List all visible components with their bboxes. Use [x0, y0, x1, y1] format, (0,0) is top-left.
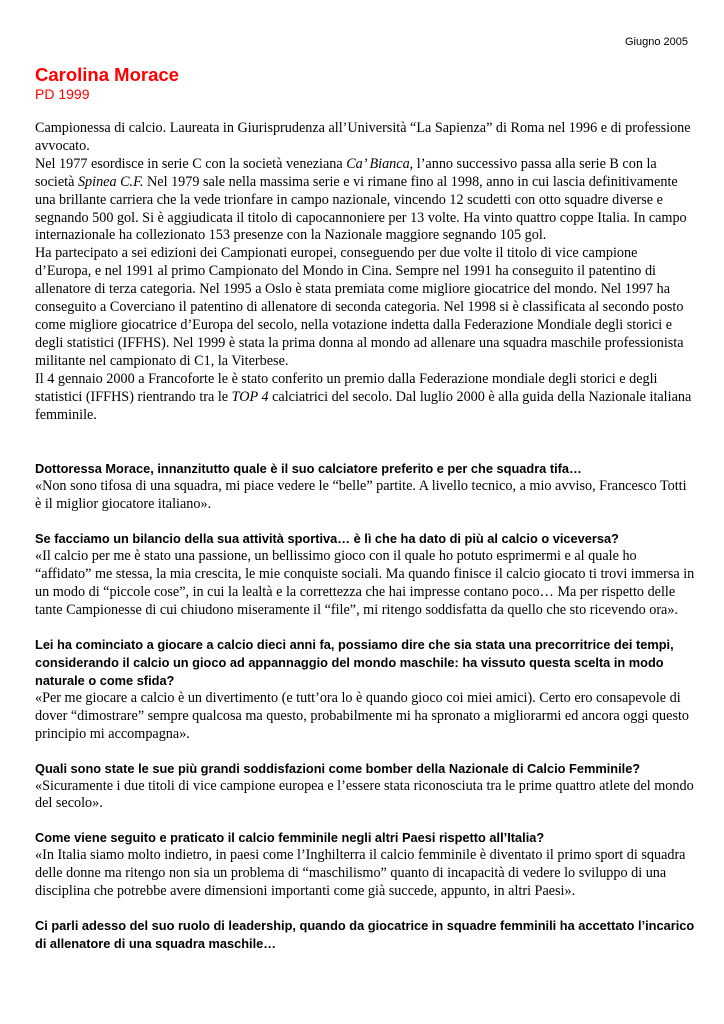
bio-paragraph-3: Ha partecipato a sei edizioni dei Campionati europei, conseguendo per due volte il titolo di vice campione d’Europa, e nel 1991 al primo Campionato del Mondo in Cina. Sempre nel 1991 ha conseguito il patentino di allenatore di terza categoria. Nel 1995 a Oslo è stata premiata come migliore giocatrice del mondo. Nel 1997 ha conseguito a Coverciano il patentino di allenatore di seconda categoria. Nel 1998 si è classificata al secondo posto come migliore giocatrice d’Europa del secolo, nella votazione indetta dalla Federazione Mondiale degli storici e degli statistici (IFFHS). Nel 1999 è stata la prima donna al mondo ad allenare una squadra maschile professionista militante nel campionato di C1, la Viterbese. — [35, 245, 684, 369]
interview-question: Dottoressa Morace, innanzitutto quale è il suo calciatore preferito e per che squadra tifa… — [35, 461, 582, 477]
qa-spacer — [35, 744, 695, 760]
qa-spacer — [35, 813, 695, 829]
interview-answer: «In Italia siamo molto indietro, in paesi come l’Inghilterra il calcio femminile è diventato il primo sport di squadra delle donne ma ritengo non sia un problema di “maschilismo” quanto di incapacità di vedere lo sviluppo di una disciplina che potrebbe avere dimensioni importanti come già succede, appunto, in altri Paesi». — [35, 847, 686, 900]
section-spacer — [35, 424, 695, 460]
interview-question: Quali sono state le sue più grandi soddisfazioni come bomber della Nazionale di Calcio Femminile? — [35, 760, 641, 776]
team-name-ca-bianca: Ca’ Bianca — [346, 155, 410, 172]
person-name-heading: Carolina Morace — [35, 64, 179, 85]
team-name-spinea: Spinea C.F. — [77, 173, 144, 190]
interview-answer: «Non sono tifosa di una squadra, mi piace vedere le “belle” partite. A livello tecnico, a mio avviso, Francesco Totti è il miglior giocatore italiano». — [35, 478, 687, 513]
bio-text: Nel 1977 esordisce in serie C con la società veneziana — [35, 155, 347, 172]
qa-spacer — [35, 514, 695, 530]
document-body — [35, 120, 695, 953]
bio-text: Nel 1979 sale nella massima serie e vi rimane fino al 1998, anno in cui lascia definitivamente una brillante carriera che la vede trionfare in campo nazionale, vincendo 12 scudetti con otto squadre diverse e segnando 500 gol. Si è aggiudicata il titolo di capocannoniere per 13 volte. Ha vinto quattro coppe Italia. In campo internazionale ha collezionato 153 presenze con la Nazionale maggiore segnando 105 gol. — [35, 173, 687, 244]
document-date: Giugno 2005 — [625, 36, 688, 48]
interview-question: Ci parli adesso del suo ruolo di leadership, quando da giocatrice in squadre femminili ha accettato l’incarico di allenatore di una squadra maschile… — [35, 918, 695, 952]
person-subtitle: PD 1999 — [35, 86, 90, 102]
bio-text: calciatrici del secolo. Dal luglio 2000 è alla guida della Nazionale italiana femminile. — [35, 388, 692, 423]
bio-paragraph-4 — [35, 371, 695, 425]
interview-question: Lei ha cominciato a giocare a calcio dieci anni fa, possiamo dire che sia stata una precorritrice dei tempi, considerando il calcio un gioco ad appannaggio del mondo maschile: ha vissuto questa scelta in modo naturale o come sfida? — [35, 636, 674, 688]
bio-text: , l’anno successivo passa alla serie B con la società — [35, 155, 657, 190]
interview-question: Se facciamo un bilancio della sua attività sportiva… è lì che ha dato di più al calcio o viceversa? — [35, 531, 619, 547]
interview-answer: «Il calcio per me è stato una passione, un bellissimo gioco con il quale ho potuto esprimermi e al quale ho “affidato” me stessa, la mia crescita, le mie conquiste sociali. Ma quando finisce il calcio giocato ti trovi immersa in un modo di “piccole cose”, in cui la lealtà e la correttezza che hai impresse contano poco… Ma per rispetto delle tante Campionesse di cui chiudono miseramente il “file”, mi ritengo soddisfatta da quello che sto ricevendo ora». — [35, 548, 695, 618]
interview-question: Come viene seguito e praticato il calcio femminile negli altri Paesi rispetto all’Italia? — [35, 830, 545, 846]
interview-answer: «Sicuramente i due titoli di vice campione europea e l’essere stata riconosciuta tra le prime quattro atlete del mondo del secolo». — [35, 777, 694, 812]
bio-paragraph-2 — [35, 156, 695, 246]
qa-spacer — [35, 901, 695, 917]
interview-answer: «Per me giocare a calcio è un divertimento (e tutt’ora lo è quando gioco coi miei amici). Certo ero consapevole di dover “dimostrare” sempre qualcosa ma questo, probabilmente mi ha spronato a migliorarmi ed ancora oggi questo principio mi accompagna». — [35, 689, 689, 742]
bio-text: Campionessa di calcio. Laureata in Giurisprudenza all’Università “La Sapienza” di Roma nel 1996 e di professione avvocato. — [35, 120, 691, 154]
qa-spacer — [35, 620, 695, 636]
bio-text: Il 4 gennaio 2000 a Francoforte le è stato conferito un premio dalla Federazione mondiale degli storici e degli statistici (IFFHS) rientrando tra le — [35, 370, 658, 405]
bio-paragraph-1 — [35, 120, 695, 156]
top4-emphasis: TOP 4 — [231, 388, 269, 405]
